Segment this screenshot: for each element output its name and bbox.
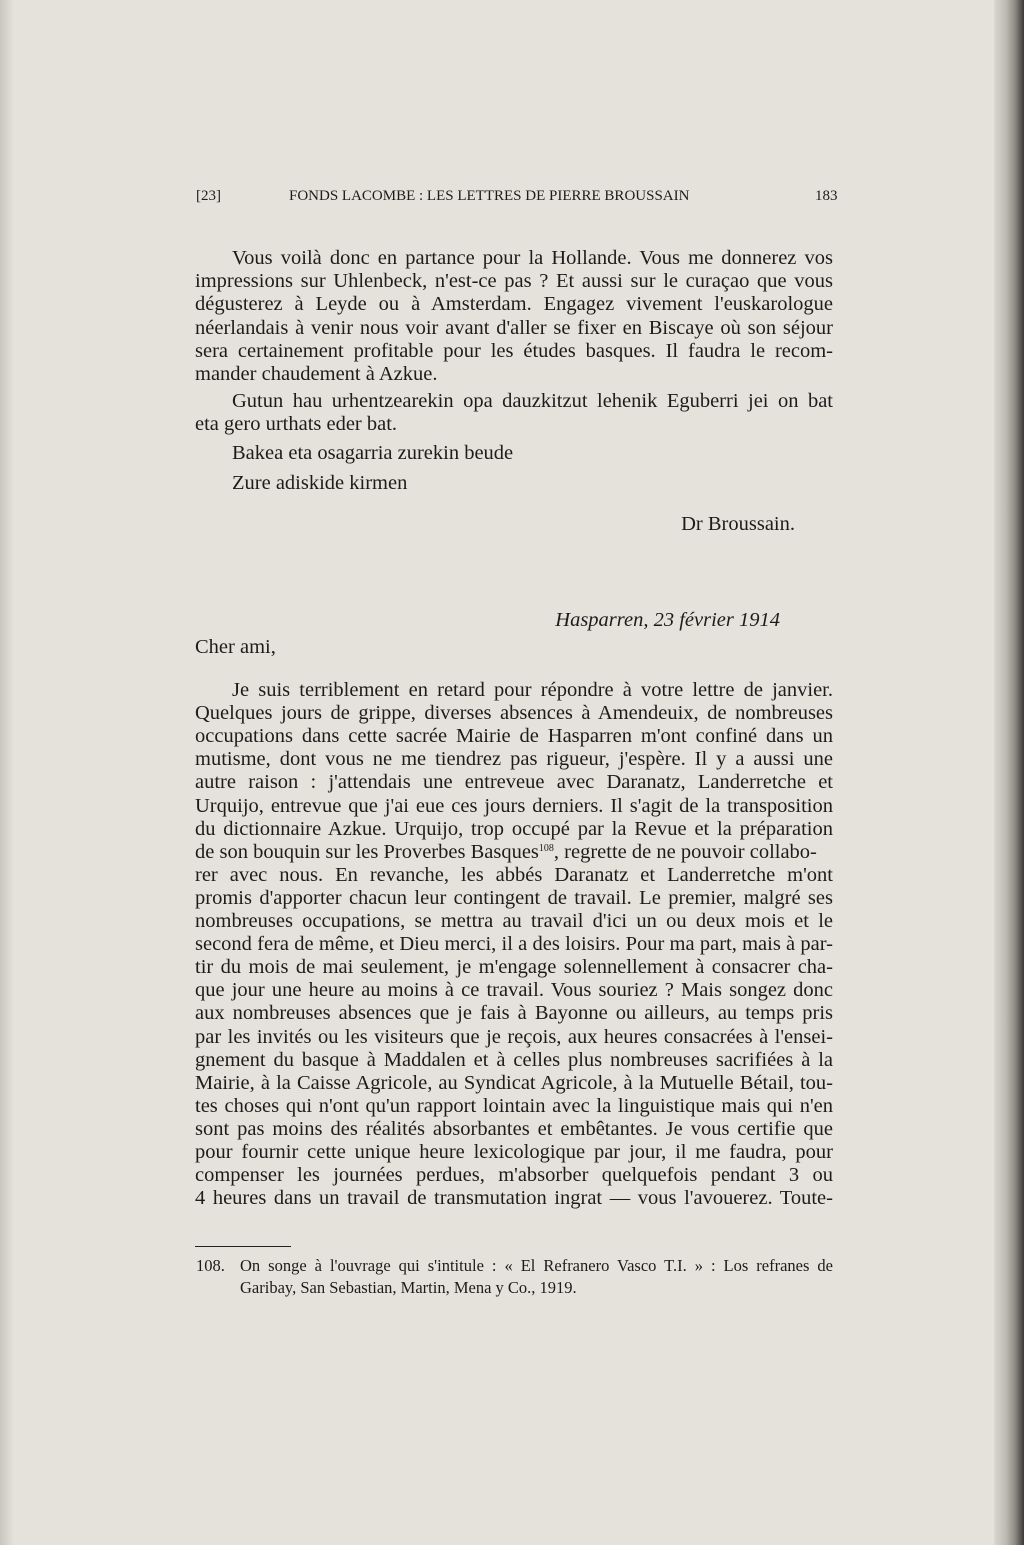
paragraph-line: 4 heures dans un travail de transmutation ingrat — vous l'avouerez. Toute- <box>195 1187 833 1210</box>
page-binding-edge <box>994 0 1024 1545</box>
paragraph-line: gnement du basque à Maddalen et à celles plus nombreuses sacrifiées à la <box>195 1048 833 1071</box>
paragraph-line: eta gero urthats eder bat. <box>195 413 398 436</box>
salutation: Cher ami, <box>195 636 276 658</box>
signature: Dr Broussain. <box>681 513 795 535</box>
text-segment: , regrette de ne pouvoir collabo- <box>553 840 817 863</box>
paragraph-line: Urquijo, entrevue que j'ai eue ces jours derniers. Il s'agit de la transposition <box>195 794 833 817</box>
footnote-ref: 108 <box>538 842 554 854</box>
paragraph-line: dégusterez à Leyde ou à Amsterdam. Engagez vivement l'euskarologue <box>195 293 833 316</box>
running-title: FONDS LACOMBE : LES LETTRES DE PIERRE BROUSSAIN <box>289 188 690 204</box>
footnote-rule <box>195 1246 291 1247</box>
footnote-line-2: Garibay, San Sebastian, Martin, Mena y Co., 1919. <box>240 1278 577 1297</box>
paragraph-line: par les invités ou les visiteurs que je reçois, aux heures consacrées à l'ensei- <box>195 1025 833 1048</box>
paragraph-line: rer avec nous. En revanche, les abbés Daranatz et Landerretche m'ont <box>195 863 833 886</box>
paragraph-line: néerlandais à venir nous voir avant d'aller se fixer en Biscaye où son séjour <box>195 316 833 339</box>
footnote-line-1: On songe à l'ouvrage qui s'intitule : « El Refranero Vasco T.I. » : Los refranes de <box>240 1256 833 1275</box>
footnote-number: 108. <box>196 1256 225 1275</box>
paragraph-line: occupations dans cette sacrée Mairie de Hasparren m'ont confiné dans un <box>195 725 833 748</box>
closing-line: Zure adiskide kirmen <box>232 472 408 494</box>
paragraph-line <box>195 841 833 864</box>
paragraph-line: aux nombreuses absences que je fais à Bayonne ou ailleurs, au temps pris <box>195 1002 833 1025</box>
paragraph-line: sera certainement profitable pour les études basques. Il faudra le recom- <box>195 339 833 362</box>
paragraph-line: Vous voilà donc en partance pour la Hollande. Vous me donnerez vos <box>232 247 833 269</box>
paragraph-line: sont pas moins des réalités absorbantes et embêtantes. Je vous certifie que <box>195 1117 833 1140</box>
paragraph-line: Mairie, à la Caisse Agricole, au Syndicat Agricole, à la Mutuelle Bétail, tou- <box>195 1071 833 1094</box>
paragraph-line: du dictionnaire Azkue. Urquijo, trop occupé par la Revue et la préparation <box>195 817 833 840</box>
paragraph-line: second fera de même, et Dieu merci, il a des loisirs. Pour ma part, mais à par- <box>195 933 833 956</box>
paragraph-line: mander chaudement à Azkue. <box>195 363 438 385</box>
place-date: Hasparren, 23 février 1914 <box>555 609 780 631</box>
paragraph-line: mutisme, dont vous ne me tiendrez pas rigueur, j'espère. Il y a aussi une <box>195 748 833 771</box>
paragraph-line: impressions sur Uhlenbeck, n'est-ce pas ? Et aussi sur le curaçao que vous <box>195 270 833 293</box>
paragraph-line: que jour une heure au moins à ce travail. Vous souriez ? Mais songez donc <box>195 979 833 1002</box>
paragraph-line: tir du mois de mai seulement, je m'engage solennellement à consacrer cha- <box>195 956 833 979</box>
paragraph-line: Gutun hau urhentzearekin opa dauzkitzut lehenik Eguberri jei on bat <box>232 390 833 412</box>
section-number: [23] <box>196 188 221 204</box>
page-number: 183 <box>815 188 838 204</box>
closing-line: Bakea eta osagarria zurekin beude <box>232 442 514 464</box>
paragraph-line: promis d'apporter chacun leur contingent de travail. Le premier, malgré ses <box>195 886 833 909</box>
paragraph-line: Je suis terriblement en retard pour répondre à votre lettre de janvier. <box>232 679 833 701</box>
paragraph-line: Quelques jours de grippe, diverses absences à Amendeuix, de nombreuses <box>195 702 833 725</box>
paragraph-line: nombreuses occupations, se mettra au travail d'ici un ou deux mois et le <box>195 910 833 932</box>
paragraph-line: compenser les journées perdues, m'absorber quelquefois pendant 3 ou <box>195 1164 833 1187</box>
paragraph-line: autre raison : j'attendais une entreveue avec Daranatz, Landerretche et <box>195 771 833 794</box>
page-left-edge <box>0 0 14 1545</box>
paragraph-line: pour fournir cette unique heure lexicologique par jour, il me faudra, pour <box>195 1141 833 1163</box>
paragraph-line: tes choses qui n'ont qu'un rapport lointain avec la linguistique mais qui n'en <box>195 1094 833 1117</box>
text-segment: de son bouquin sur les Proverbes Basques <box>195 840 539 863</box>
